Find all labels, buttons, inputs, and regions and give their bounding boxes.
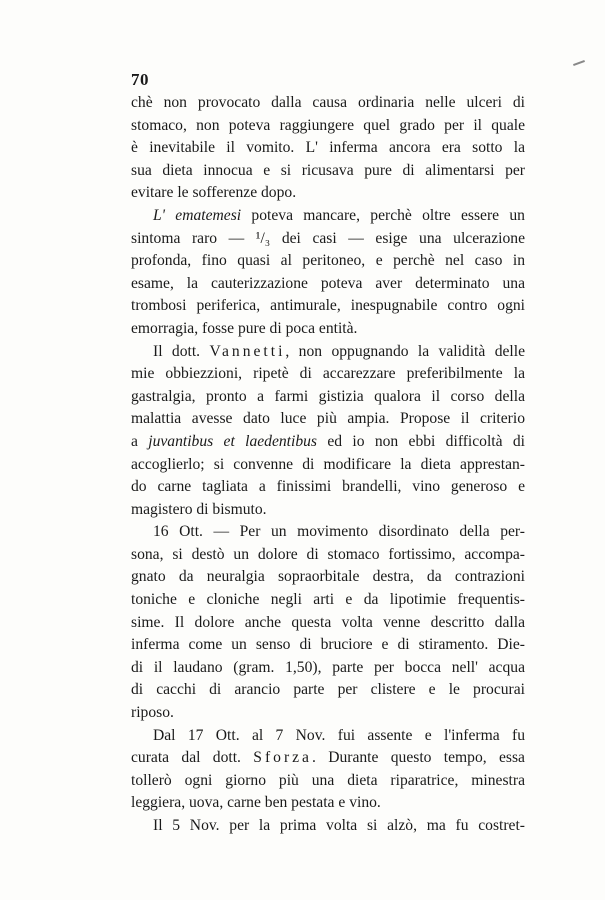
text-line bbox=[131, 160, 525, 183]
scan-mark bbox=[573, 60, 585, 66]
text-line bbox=[131, 815, 525, 838]
text-segment: Il 5 Nov. per la prima volta si alzò, ma fu costret- bbox=[153, 817, 525, 834]
text-line bbox=[131, 273, 525, 296]
text-line bbox=[131, 318, 525, 341]
text-segment: curata dal dott. bbox=[131, 749, 254, 767]
text-segment: poteva mancare, perchè oltre essere un bbox=[241, 206, 525, 224]
text-segment: sime. Il dolore anche questa volta venne descritto dalla bbox=[131, 613, 525, 631]
text-segment: stomaco, non poteva raggiungere quel grado per il quale bbox=[131, 116, 525, 134]
text-line bbox=[131, 476, 525, 499]
text-line bbox=[131, 589, 525, 612]
text-line bbox=[131, 521, 525, 544]
text-segment: evitare le sofferenze dopo. bbox=[131, 184, 297, 202]
text-segment: profonda, fino quasi al peritoneo, e perchè nel caso in bbox=[131, 252, 525, 270]
text-segment: , non oppugnando la validità delle bbox=[285, 342, 525, 360]
text-line bbox=[131, 431, 525, 454]
text-line bbox=[131, 725, 525, 748]
text-segment: leggiera, uova, carne ben pestata e vino. bbox=[131, 794, 381, 812]
text-segment: esame, la cauterizzazione poteva aver determinato una bbox=[131, 274, 525, 292]
text-line bbox=[131, 228, 525, 251]
text-segment: . Durante questo tempo, essa bbox=[311, 749, 525, 767]
text-segment: sona, si destò un dolore di stomaco fortissimo, accompa- bbox=[131, 545, 525, 563]
text-line bbox=[131, 295, 525, 318]
text-line bbox=[131, 792, 525, 815]
text-segment: gastralgia, pronto a farmi gistizia qualora il corso della bbox=[131, 387, 525, 405]
text-segment: inferma come un senso di bruciore e di stiramento. Die- bbox=[131, 636, 525, 654]
text-segment: chè non provocato dalla causa ordinaria nelle ulceri di bbox=[131, 94, 525, 111]
text-line bbox=[131, 679, 525, 702]
text-segment: accoglierlo; si convenne di modificare la dieta apprestan- bbox=[131, 455, 525, 473]
text-line bbox=[131, 386, 525, 409]
text-line bbox=[131, 657, 525, 680]
text-line bbox=[131, 92, 525, 115]
text-segment: sua dieta innocua e si ricusava pure di alimentarsi per bbox=[131, 161, 525, 179]
text-line bbox=[131, 612, 525, 635]
text-line bbox=[131, 770, 525, 793]
text-line bbox=[131, 566, 525, 589]
page-number: 70 bbox=[131, 70, 149, 89]
body-text bbox=[131, 92, 525, 838]
text-segment: Il dott. bbox=[153, 342, 210, 360]
text-line bbox=[131, 182, 525, 205]
text-line bbox=[131, 499, 525, 522]
text-segment: di cacchi di arancio parte per clistere e le procurai bbox=[131, 681, 525, 699]
text-segment: a bbox=[131, 432, 149, 450]
italic-text: L' ematemesi bbox=[153, 206, 242, 224]
text-segment: emorragia, fosse pure di poca entità. bbox=[131, 319, 358, 337]
text-line bbox=[131, 205, 525, 228]
text-segment: sintoma raro — ¹/₃ dei casi — esige una ulcerazione bbox=[131, 229, 525, 247]
text-line bbox=[131, 363, 525, 386]
text-segment: Dal 17 Ott. al 7 Nov. fui assente e l'inferma fu bbox=[153, 726, 525, 744]
text-segment: di il laudano (gram. 1,50), parte per bocca nell' acqua bbox=[131, 658, 525, 676]
text-line bbox=[131, 634, 525, 657]
text-line bbox=[131, 702, 525, 725]
text-segment: ed io non ebbi difficoltà di bbox=[317, 432, 526, 450]
text-line bbox=[131, 115, 525, 138]
text-segment: riposo. bbox=[131, 704, 174, 722]
text-segment: malattia avesse dato luce più ampia. Propose il criterio bbox=[131, 410, 525, 428]
text-line bbox=[131, 747, 525, 770]
text-line bbox=[131, 137, 525, 160]
text-segment: mie obbiezzioni, ripetè di accarezzare preferibilmente la bbox=[131, 365, 525, 383]
text-line bbox=[131, 341, 525, 364]
text-segment: trombosi periferica, antimurale, inespugnabile contro ogni bbox=[131, 297, 525, 315]
text-segment: è inevitabile il vomito. L' inferma ancora era sotto la bbox=[131, 139, 525, 157]
text-segment: do carne tagliata a finissimi brandelli, vino generoso e bbox=[131, 478, 525, 496]
text-segment: gnato da neuralgia sopraorbitale destra, da contrazioni bbox=[131, 568, 525, 586]
text-line bbox=[131, 250, 525, 273]
spaced-name: Vannetti bbox=[209, 342, 286, 360]
text-line bbox=[131, 544, 525, 567]
text-segment: magistero di bismuto. bbox=[131, 500, 267, 518]
text-segment: toniche e cloniche negli arti e da lipotimie frequentis- bbox=[131, 591, 525, 609]
italic-text: juvantibus et laedentibus bbox=[148, 432, 318, 450]
text-line bbox=[131, 454, 525, 477]
spaced-name: Sforza bbox=[253, 749, 312, 767]
text-line bbox=[131, 408, 525, 431]
text-segment: 16 Ott. — Per un movimento disordinato della per- bbox=[153, 523, 525, 541]
text-segment: tollerò ogni giorno più una dieta riparatrice, minestra bbox=[131, 771, 525, 789]
